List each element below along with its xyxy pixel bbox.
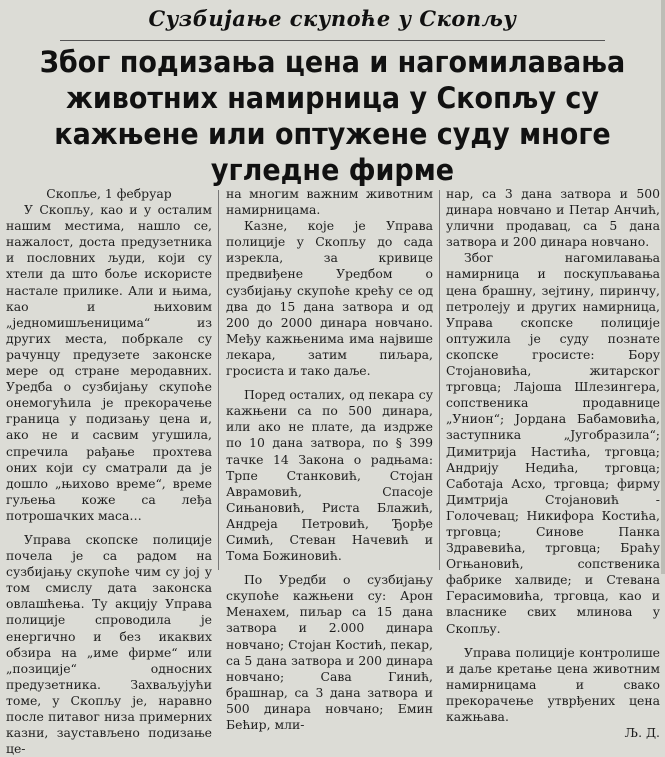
main-headline xyxy=(23,44,641,188)
article-column-3 xyxy=(446,186,660,741)
paragraph: Казне, које је Управа полиције у Скопљу до сада изрекла, за кривице предвиђене Уредбом о сузбијању скупоће крећу се од два до 15 дана затвора и од 200 до 2000 динара новчано. Међу кажњенима има највише лекара, затим пиљара, гросиста и тако даље. xyxy=(226,218,433,379)
paragraph: нар, са 3 дана затвора и 500 динара новчано и Петар Анчић, улични продавац, са 5 дана затвора и 200 динара новчано. xyxy=(446,186,660,250)
column-divider xyxy=(439,190,440,570)
headline-line: угледне фирме xyxy=(210,153,455,187)
headline-line: Због подизања цена и нагомилавања xyxy=(39,45,626,79)
headline-line: животних намирница у Скопљу су xyxy=(66,81,599,115)
scan-edge xyxy=(661,0,665,574)
author-signature: Љ. Д. xyxy=(624,725,660,741)
dateline: Скопље, 1 фебруар xyxy=(46,186,172,201)
article-column-2 xyxy=(226,186,433,732)
paragraph: Управа полиције контролише и даље кретање цена животним намирницама и свако прекорачење утврђених цена кажњава. xyxy=(446,644,660,724)
paragraph: У Скопљу, као и у осталим нашим местима, нашло се, нажалост, доста предузетника и пословних људи, који су хтели да што боље искористе настале прилике. Али и њима, као и њиховим „једномишљеницима“ из других места, побркале су рачунцу предузете законске мере од стране меродавних. Уредба о сузбијању скупоће онемогућила је прекорачење граница у подизању цена и, ако не и сасвим угушила, спречила рађање прохтева оних који су сматрали да је дошло „њихово време“, време гуљења коже са леђа потрошачких маса… xyxy=(6,202,212,523)
paragraph: Поред осталих, од пекара су кажњени са по 500 динара, или ако не плате, да издрже по 10 дана затвора, по § 399 тачке 14 Закона о радњама: Трпе Станковић, Стојан Аврамовић, Спасоје Сињановић, Риста Блажић, Андреја Петровић, Ђорђе Симић, Стеван Начевић и Тома Божиновић. xyxy=(226,387,433,564)
kicker-divider xyxy=(60,40,605,41)
headline-line: кажњене или оптужене суду многе xyxy=(54,117,611,151)
article-column-1 xyxy=(6,186,212,757)
kicker-headline: Сузбијање скупоће у Скопљу xyxy=(148,6,517,31)
column-divider xyxy=(218,190,219,570)
paragraph: Управа скопске полиције почела је са радом на сузбијању скупоће чим су јој у том смислу дата законска овлашћења. Ту акцију Управа полиције спроводила је енергично и без икаквих обзира на „име фирме“ или „позиције“ односних предузетника. Захваљујући томе, у Скопљу је, наравно после питавог низа примерних казни, заустављено подизање це- xyxy=(6,531,212,757)
paragraph: на многим важним животним намирницама. xyxy=(226,186,433,218)
paragraph: По Уредби о сузбијању скупоће кажњени су: Арон Менахем, пиљар са 15 дана затвора и 2.000 динара новчано; Стојан Костић, пекар, са 5 дана затвора и 200 динара новчано; Сава Гинић, брашнар, са 3 дана затвора и 500 динара новчано; Емин Бећир, мли- xyxy=(226,572,433,732)
paragraph: Због нагомилавања намирница и поскупљавања цена брашну, зејтину, пиринчу, петролеју и других намирница, Управа скопске полиције оптужила је суду познате скопске гросисте: Бору Стојановића, житарског трговца; Лајоша Шлезингера, сопственика продавнице „Унион“; Јордана Бабамовића, заступника „Југобразила“; Димитрија Настића, трговца; Андрију Недића, трговца; Саботаја Асхо, трговца; фирму Димтрија Стојановић - Голочевац; Никифора Костића, трговца; Синове Панка Здравевића, трговца; Браћу Огњановић, сопственика фабрике халвиде; и Стевана Герасимовића, трговца, као и власнике свих млинова у Скопљу. xyxy=(446,250,660,636)
